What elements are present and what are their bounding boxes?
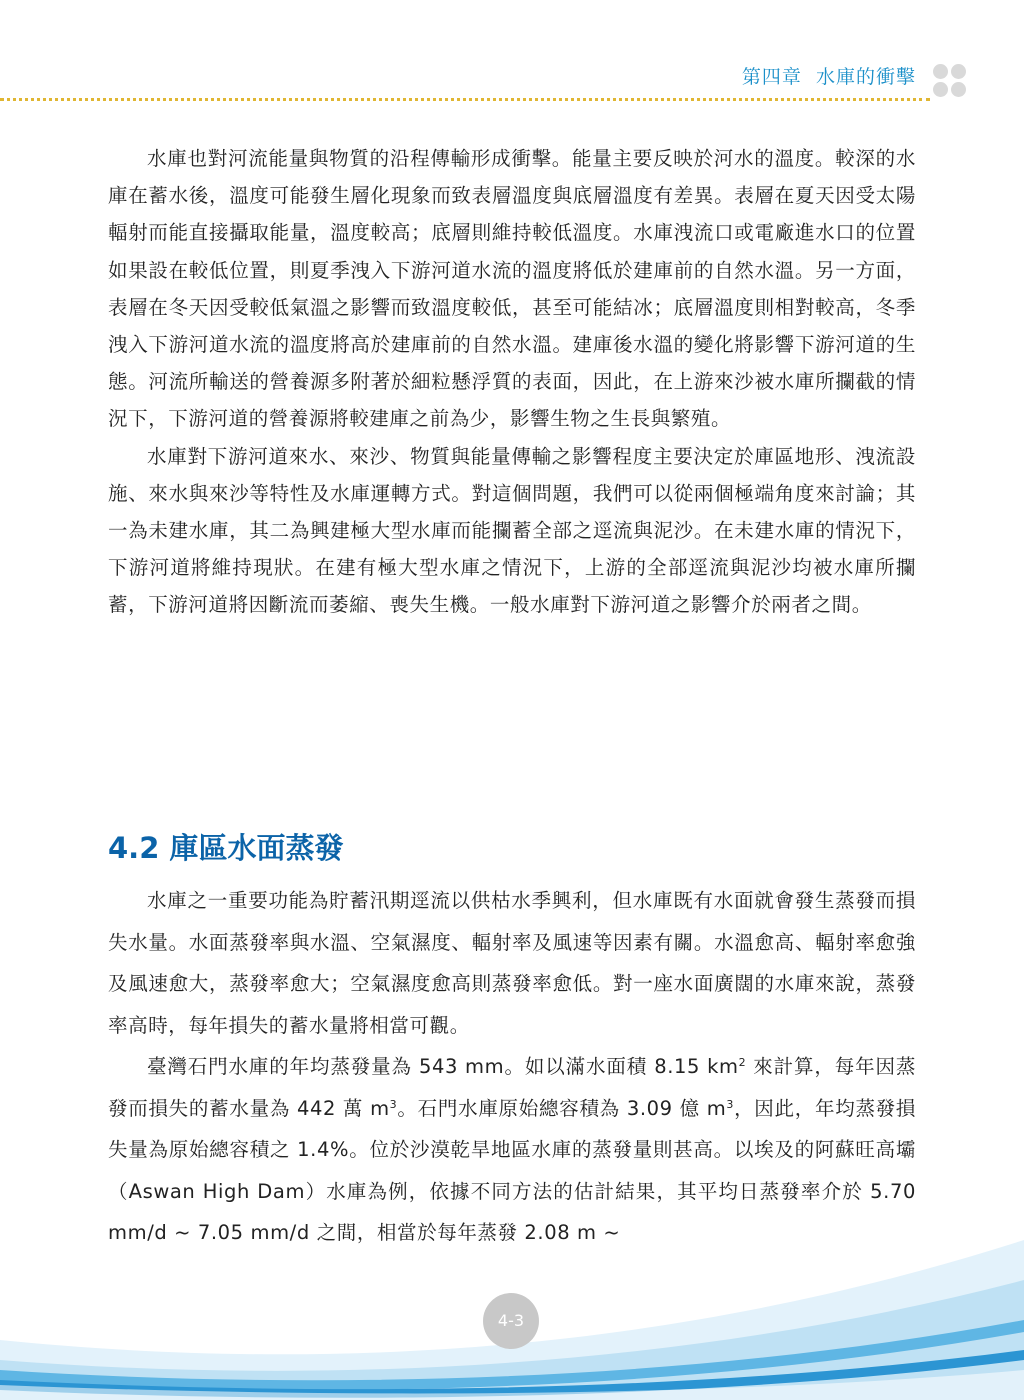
- section-heading: [108, 826, 344, 867]
- paragraph: 臺灣石門水庫的年均蒸發量為 543 mm。如以滿水面積 8.15 $km^2$ 來計算，每年因蒸發而損失的蓄水量為 442 萬 $m^3$。石門水庫原始總容積為 3.09 億 $m^3$，因此，年均蒸發損失量為原始總容積之 1.4%。位於沙漠乾旱地區水庫的蒸發量則甚高。以埃及的阿蘇旺高壩（Aswan High Dam）水庫為例，依據不同方法的估計結果，其平均日蒸發率介於 5.70 mm/d ~ 7.05 mm/d 之間，相當於每年蒸發 2.08 m ~: [108, 1055, 917, 1244]
- decorative-dots-icon: [933, 64, 973, 104]
- chapter-number: 第四章: [741, 66, 802, 88]
- section-title: 庫區水面蒸發: [169, 831, 344, 865]
- page-number: 4-3: [483, 1293, 539, 1349]
- page-header: [0, 0, 1024, 100]
- body-text: [108, 140, 916, 624]
- header-divider: [0, 98, 930, 101]
- chapter-name: 水庫的衝擊: [815, 66, 916, 88]
- paragraph: 水庫也對河流能量與物質的沿程傳輸形成衝擊。能量主要反映於河水的溫度。較深的水庫在蓄水後，溫度可能發生層化現象而致表層溫度與底層溫度有差異。表層在夏天因受太陽輻射而能直接攝取能量，溫度較高；底層則維持較低溫度。水庫洩流口或電廠進水口的位置如果設在較低位置，則夏季洩入下游河道水流的溫度將低於建庫前的自然水溫。另一方面，表層在冬天因受較低氣溫之影響而致溫度較低，甚至可能結冰；底層溫度則相對較高，冬季洩入下游河道水流的溫度將高於建庫前的自然水溫。建庫後水溫的變化將影響下游河道的生態。河流所輸送的營養源多附著於細粒懸浮質的表面，因此，在上游來沙被水庫所攔截的情況下，下游河道的營養源將較建庫之前為少，影響生物之生長與繁殖。: [108, 147, 916, 431]
- chapter-title: [742, 62, 916, 89]
- section-number: 4.2: [108, 831, 160, 865]
- paragraph: 水庫對下游河道來水、來沙、物質與能量傳輸之影響程度主要決定於庫區地形、洩流設施、來水與來沙等特性及水庫運轉方式。對這個問題，我們可以從兩個極端角度來討論；其一為未建水庫，其二為興建極大型水庫而能攔蓄全部之逕流與泥沙。在未建水庫的情況下，下游河道將維持現狀。在建有極大型水庫之情況下，上游的全部逕流與泥沙均被水庫所攔蓄，下游河道將因斷流而萎縮、喪失生機。一般水庫對下游河道之影響介於兩者之間。: [108, 444, 916, 617]
- paragraph: 水庫之一重要功能為貯蓄汛期逕流以供枯水季興利，但水庫既有水面就會發生蒸發而損失水量。水面蒸發率與水溫、空氣濕度、輻射率及風速等因素有關。水溫愈高、輻射率愈強及風速愈大，蒸發率愈大；空氣濕度愈高則蒸發率愈低。對一座水面廣闊的水庫來說，蒸發率高時，每年損失的蓄水量將相當可觀。: [108, 889, 916, 1037]
- section-body: [108, 880, 916, 1254]
